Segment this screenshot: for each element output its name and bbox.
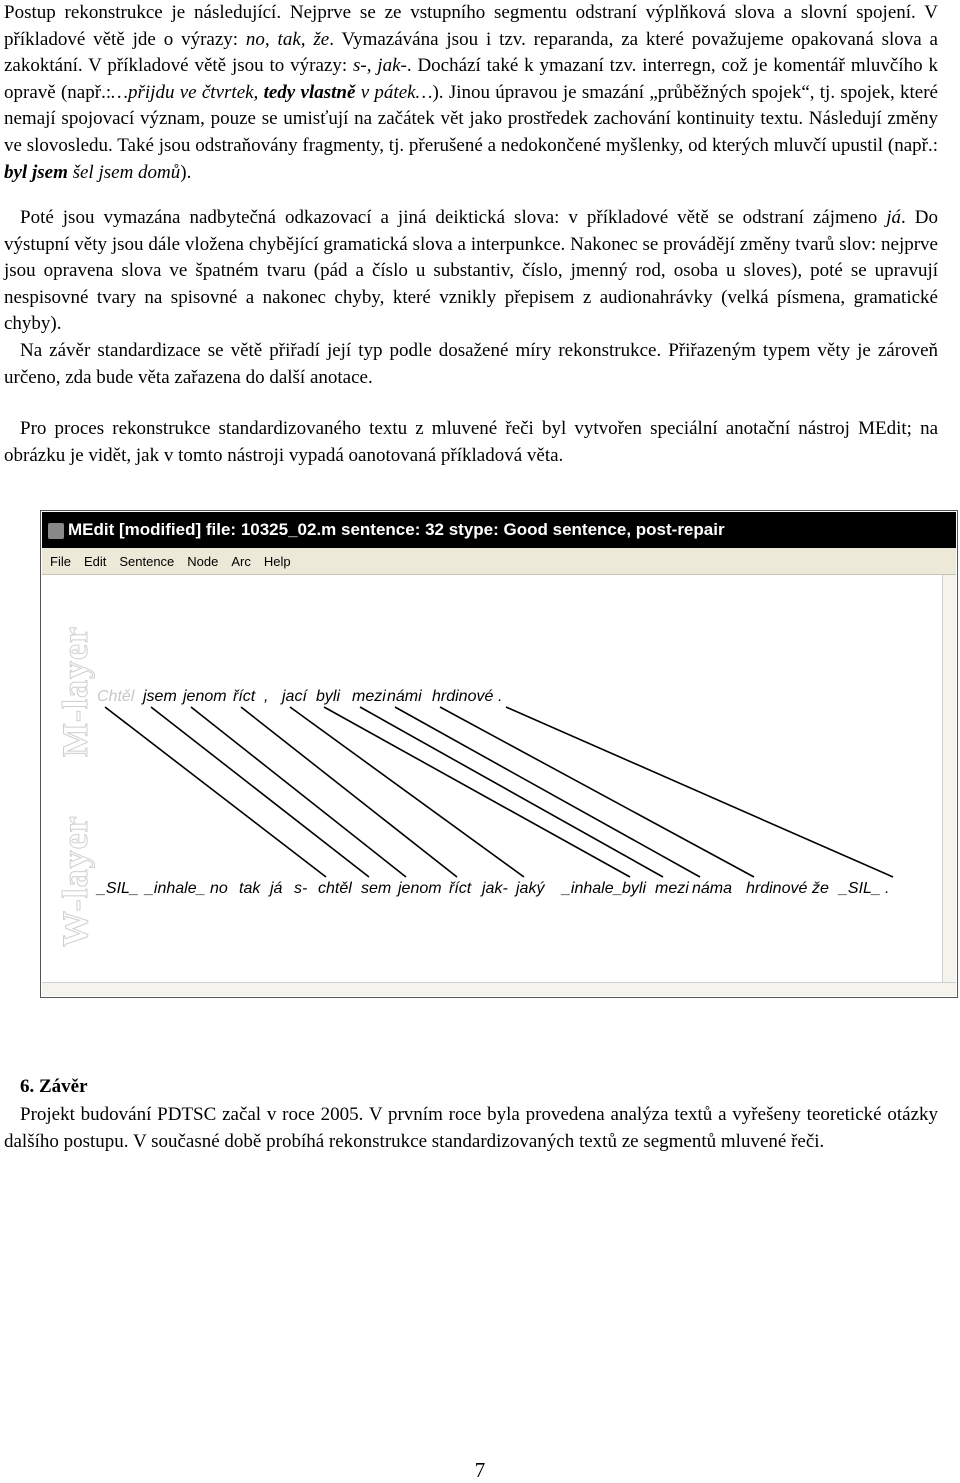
w-layer-label: W-layer: [55, 815, 95, 947]
text-run: . Vymazávána jsou i tzv. reparanda, za které považujeme opakovaná slova a zakoktání. V příkladové větě jsou to výrazy:: [4, 28, 938, 77]
example-reparanda: s-, jak-: [352, 55, 407, 77]
horizontal-scrollbar[interactable]: [42, 982, 956, 996]
w-layer-token[interactable]: s-: [294, 880, 308, 897]
paragraph-deictic-words: [4, 205, 938, 338]
w-layer-token[interactable]: _inhale_: [562, 880, 623, 897]
w-layer-token[interactable]: že: [812, 880, 829, 897]
m-layer-token[interactable]: Chtěl: [97, 688, 135, 705]
m-layer-token[interactable]: námi: [387, 688, 422, 705]
w-layer-token[interactable]: já: [270, 880, 283, 897]
w-layer-token[interactable]: chtěl: [318, 880, 352, 897]
m-layer-token[interactable]: říct: [233, 688, 256, 705]
section-text: Projekt budování PDTSC začal v roce 2005. V prvním roce byla provedena analýza textů a vyřešeny teoretické otázky dalšího postupu. V současné době probíhá rekonstrukce standardizovaných textů ze segmentů mluvené řeči.: [4, 1104, 938, 1152]
w-layer-token[interactable]: říct: [449, 880, 472, 897]
m-layer-token[interactable]: mezi: [352, 688, 386, 705]
w-layer-token[interactable]: hrdinové: [746, 880, 808, 897]
text-run: ).: [180, 161, 192, 183]
w-layer-token[interactable]: tak: [239, 880, 261, 897]
m-layer-token[interactable]: ,: [264, 688, 269, 705]
example-interregnum-bold: tedy vlastně: [263, 81, 356, 103]
w-layer-token[interactable]: _inhale_: [145, 880, 206, 897]
text-run: Poté jsou vymazána nadbytečná odkazovací a jiná deiktická slova: v příkladové větě se odstraní zájmeno: [20, 207, 887, 228]
menu-help[interactable]: Help: [263, 553, 291, 569]
alignment-link[interactable]: [105, 707, 326, 877]
text-run: . Do výstupní věty jsou dále vložena chybějící gramatická slova a interpunkce. Nakonec se provádějí změny tvarů slov: nejprve jsou opravena slova ve špatném tvaru (pád a číslo u substantiv, číslo, jmenný rod, osoba u sloves), poté se upravují nespisovné tvary na spisovné a nakonec chyby, které vznikly přepisem z audionahrávky (velká písmena, gramatické chyby).: [4, 207, 938, 335]
paragraph-sentence-type: Na závěr standardizace se větě přiřadí její typ podle dosažené míry rekonstrukce. Přiřazeným typem věty je zároveň určeno, zda bude věta zařazena do další anotace.: [4, 340, 938, 388]
m-layer-token[interactable]: byli: [316, 688, 341, 705]
m-layer-token[interactable]: hrdinové: [432, 688, 494, 705]
alignment-graph: [42, 575, 943, 983]
section-heading: 6. Závěr: [20, 1076, 88, 1097]
paragraph-reconstruction-steps: [4, 0, 938, 186]
m-layer-token[interactable]: jsem: [143, 688, 177, 705]
example-pronoun: já: [886, 207, 902, 228]
app-icon: [48, 523, 64, 539]
alignment-link[interactable]: [395, 707, 700, 877]
alignment-link[interactable]: [241, 707, 457, 877]
text-run: ). Jinou úpravou je smazání „průběžných spojek“, tj. spojek, které nemají spojovací význam, pouze se umisťují na začátek vět jako prostředek zachování kontinuity textu. Následují změny ve slovosledu. Také jsou odstraňovány fragmenty, tj. přerušené a nedokončené myšlenky, od kterých mluvčí upustil (např.:: [4, 81, 938, 156]
text-run: Postup rekonstrukce je následující. Nejprve se ze vstupního segmentu odstraní výplňková slova a slovní spojení. V příkladové větě jde o výrazy:: [4, 2, 938, 50]
m-layer-label: M-layer: [55, 626, 95, 757]
w-layer-token[interactable]: mezi: [655, 880, 689, 897]
m-layer-token[interactable]: jenom: [183, 688, 227, 705]
menu-arc[interactable]: Arc: [231, 553, 251, 569]
w-layer-token[interactable]: _SIL_: [97, 880, 139, 897]
annotation-canvas: [42, 575, 943, 983]
w-layer-token[interactable]: náma: [692, 880, 733, 897]
menu-sentence[interactable]: Sentence: [119, 553, 175, 569]
alignment-link[interactable]: [191, 707, 406, 877]
medit-menu-bar: [42, 548, 956, 575]
menu-edit[interactable]: Edit: [83, 553, 107, 569]
w-layer-token[interactable]: jaký: [516, 880, 545, 897]
w-layer-token[interactable]: sem: [361, 880, 392, 897]
menu-node[interactable]: Node: [187, 553, 219, 569]
vertical-scrollbar[interactable]: [942, 575, 956, 983]
alignment-link[interactable]: [151, 707, 369, 877]
w-layer-token[interactable]: _SIL_: [839, 880, 881, 897]
example-filler-words: no, tak, že: [245, 28, 330, 50]
medit-title-bar: [42, 512, 956, 548]
medit-window-title: MEdit [modified] file: 10325_02.m sentence: 32 stype: Good sentence, post-repair: [68, 520, 725, 539]
w-layer-token[interactable]: .: [885, 880, 890, 897]
w-layer-token[interactable]: jak-: [482, 880, 508, 897]
example-fragment: šel jsem domů: [67, 161, 181, 183]
alignment-link[interactable]: [324, 707, 630, 877]
menu-file[interactable]: File: [50, 553, 71, 569]
text-run: . Dochází také k ymazaní tzv. interregn, což je komentář mluvčího k opravě (např.:: [4, 55, 938, 103]
w-layer-token[interactable]: jenom: [398, 880, 442, 897]
w-layer-token[interactable]: byli: [622, 880, 647, 897]
alignment-link[interactable]: [360, 707, 663, 877]
example-fragment-bold: byl jsem: [4, 161, 68, 183]
m-layer-token[interactable]: .: [498, 688, 503, 705]
example-interregnum-end: v pátek…: [355, 81, 433, 103]
example-interregnum: …přijdu ve čtvrtek,: [111, 81, 264, 103]
paragraph-medit-intro: Pro proces rekonstrukce standardizovaného textu z mluvené řeči byl vytvořen speciální anotační nástroj MEdit; na obrázku je vidět, jak v tomto nástroji vypadá oanotovaná příkladová věta.: [4, 418, 938, 466]
alignment-link[interactable]: [506, 707, 893, 877]
m-layer-token[interactable]: jací: [282, 688, 307, 705]
alignment-link[interactable]: [440, 707, 754, 877]
w-layer-token[interactable]: no: [210, 880, 228, 897]
page-number: 7: [474, 1458, 486, 1482]
medit-screenshot: [40, 510, 958, 998]
